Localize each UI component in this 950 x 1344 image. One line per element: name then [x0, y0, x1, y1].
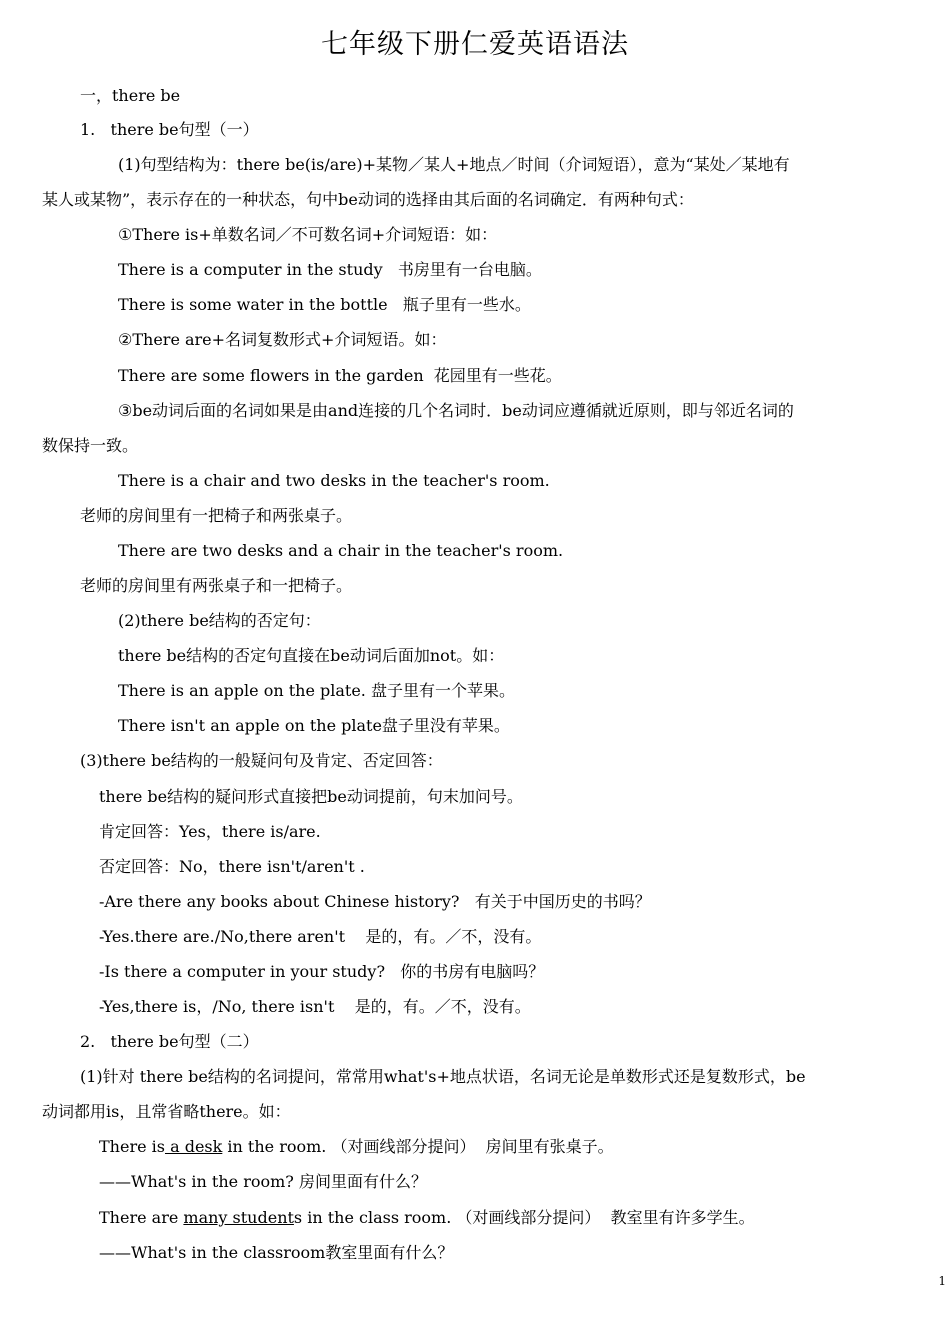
dialogue-line: -Are there any books about Chinese history? 有关于中国历史的书吗？: [99, 892, 651, 911]
example-line: There are two desks and a chair in the teacher's room.: [118, 541, 564, 560]
paragraph-line: 数保持一致。: [42, 436, 139, 455]
translation-line: 老师的房间里有一把椅子和两张桌子。: [80, 506, 353, 525]
paragraph-line: 动词都用is，且常省略there。如：: [42, 1102, 291, 1121]
dialogue-line: -Is there a computer in your study? 你的书房有电脑吗？: [99, 962, 545, 981]
dialogue-line: -Yes,there is，/No, there isn't 是的，有。／不，没有。: [99, 997, 531, 1016]
example-text: There are: [99, 1208, 184, 1227]
paragraph-line: (1)针对 there be结构的名词提问，常常用what's+地点状语，名词无论是单数形式还是复数形式，be: [80, 1067, 806, 1086]
example-text: s in the class room. （对画线部分提问） 教室里有许多学生。: [293, 1208, 755, 1227]
example-line: There is a chair and two desks in the teacher's room.: [118, 471, 550, 490]
dialogue-line: -Yes.there are./No,there aren't 是的，有。／不，没有。: [99, 927, 542, 946]
paragraph-line: there be结构的疑问形式直接把be动词提前，句末加问号。: [99, 787, 523, 806]
translation-line: 老师的房间里有两张桌子和一把椅子。: [80, 576, 353, 595]
document-title: 七年级下册仁爱英语语法: [321, 29, 629, 60]
example-line: There is a computer in the study 书房里有一台电脑。: [118, 260, 542, 279]
example-text: There is: [99, 1137, 165, 1156]
section-heading: 一，there be: [80, 86, 181, 105]
example-line: There isn't an apple on the plate盘子里没有苹果。: [118, 716, 510, 735]
dialogue-line: ——What's in the classroom教室里面有什么？: [99, 1243, 454, 1262]
example-text: in the room. （对画线部分提问） 房间里有张桌子。: [222, 1137, 614, 1156]
paragraph-line: there be结构的否定句直接在be动词后面加not。如：: [118, 646, 505, 665]
rule-line: (3)there be结构的一般疑问句及肯定、否定回答：: [80, 751, 443, 770]
rule-line: ①There is+单数名词／不可数名词+介词短语：如：: [118, 225, 498, 244]
subsection-heading: 1. there be句型（一）: [80, 120, 259, 139]
answer-line: 否定回答：No，there isn't/aren't .: [99, 857, 365, 876]
dialogue-line: ——What's in the room? 房间里面有什么？: [99, 1172, 427, 1191]
example-line-underlined: [99, 1208, 755, 1228]
rule-line: ③be动词后面的名词如果是由and连接的几个名词时．be动词应遵循就近原则，即与邻近名词的: [118, 401, 794, 420]
subsection-heading: 2. there be句型（二）: [80, 1032, 259, 1051]
example-line: There is some water in the bottle 瓶子里有一些水。: [118, 295, 531, 314]
paragraph-line: (1)句型结构为：there be(is/are)+某物／某人+地点／时间（介词短语），意为“某处／某地有: [118, 155, 790, 174]
example-line: There is an apple on the plate. 盘子里有一个苹果。: [118, 681, 515, 700]
example-line: There are some flowers in the garden 花园里有一些花。: [118, 366, 562, 385]
page-number: 1: [938, 1274, 946, 1288]
underlined-phrase: many student: [183, 1208, 294, 1227]
example-line-underlined: [99, 1137, 614, 1157]
answer-line: 肯定回答：Yes，there is/are.: [99, 822, 321, 841]
underlined-phrase: a desk: [164, 1137, 223, 1156]
paragraph-line: 某人或某物”，表示存在的一种状态，句中be动词的选择由其后面的名词确定．有两种句式：: [42, 190, 694, 209]
rule-line: (2)there be结构的否定句：: [118, 611, 321, 630]
rule-line: ②There are+名词复数形式+介词短语。如：: [118, 330, 447, 349]
